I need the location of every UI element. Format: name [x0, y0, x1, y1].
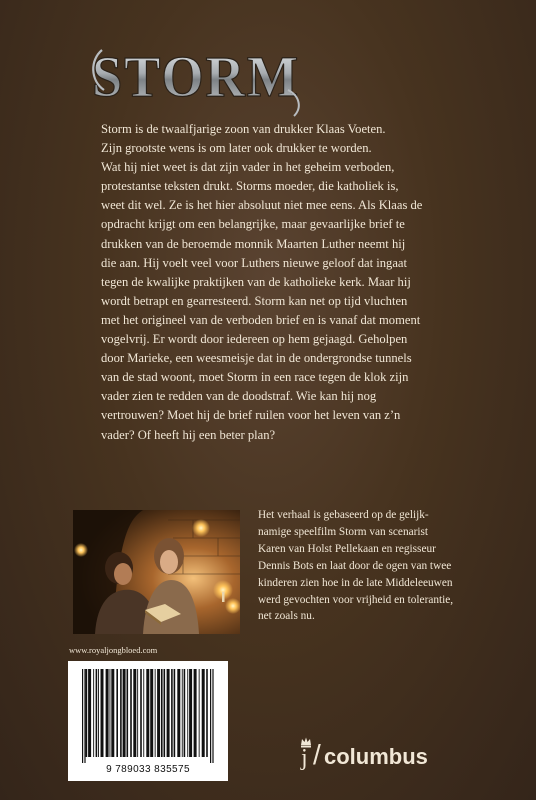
blurb-line: vader? Of heeft hij een beter plan?: [101, 427, 276, 442]
blurb-line: vertrouwen? Moet hij de brief ruilen voor het leven van z’n: [101, 408, 401, 423]
caption-line: Karen van Holst Pellekaan en regisseur: [258, 542, 436, 555]
publisher-name: columbus: [324, 744, 428, 769]
blurb-line: met het origineel van de verboden brief en is vanaf dat moment: [101, 312, 421, 327]
caption-line: werd gevochten voor vrijheid en tolerantie,: [258, 593, 454, 606]
blurb-line: protestantse teksten drukt. Storms moeder, die katholiek is,: [101, 179, 399, 194]
blurb-line: drukken van de beroemde monnik Maarten Luther neemt hij: [101, 236, 406, 251]
isbn-number: 9 789033 835575: [106, 764, 190, 775]
barcode-bars: [68, 661, 228, 765]
publisher-separator: /: [313, 739, 321, 770]
blurb-line: die aan. Hij voelt veel voor Luthers nieuwe geloof dat ingaat: [101, 255, 407, 270]
blurb-line: tegen de kwalijke praktijken van de katholieke kerk. Maar hij: [101, 274, 411, 289]
title-text: Storm: [92, 44, 300, 109]
blurb-line: vogelvrij. Er wordt door iedereen op hem gejaagd. Geholpen: [101, 332, 408, 347]
blurb-line: door Marieke, een weesmeisje dat in de ondergrondse tunnels: [101, 351, 412, 366]
blurb-line: Wat hij niet weet is dat zijn vader in het geheim verboden,: [101, 160, 395, 175]
caption-line: namige speelfilm Storm van scenarist: [258, 525, 429, 538]
caption-line: kinderen zien hoe in de late Middeleeuwen: [258, 576, 453, 589]
storm-title-logo: [88, 30, 308, 120]
blurb-line: Storm is de twaalfjarige zoon van drukker Klaas Voeten.: [101, 122, 386, 136]
blurb-line: wordt betrapt en gearresteerd. Storm kan net op tijd vluchten: [101, 293, 408, 308]
publisher-logo: [299, 735, 428, 775]
publisher-website: www.royaljongbloed.com: [69, 645, 158, 655]
blurb-line: vader zien te redden van de doodstraf. Wie kan hij nog: [101, 389, 377, 404]
blurb-line: weet dit wel. Ze is het hier absoluut niet mee eens. Als Klaas de: [101, 198, 423, 213]
blurb-line: Zijn grootste wens is om later ook drukker te worden.: [101, 141, 372, 156]
blurb-line: van de stad woont, moet Storm in een race tegen de klok zijn: [101, 370, 409, 385]
back-cover-blurb: [101, 120, 501, 445]
caption-line: Het verhaal is gebaseerd op de gelijk-: [258, 509, 429, 521]
film-still-image: [73, 510, 240, 634]
film-credit-caption: [258, 507, 508, 625]
blurb-line: opdracht krijgt om een belangrijke, maar gevaarlijke brief te: [101, 217, 405, 232]
caption-line: net zoals nu.: [258, 610, 315, 623]
isbn-barcode: [68, 661, 228, 781]
publisher-mark: j: [301, 745, 308, 771]
caption-line: Dennis Bots en laat door de ogen van twee: [258, 559, 452, 572]
